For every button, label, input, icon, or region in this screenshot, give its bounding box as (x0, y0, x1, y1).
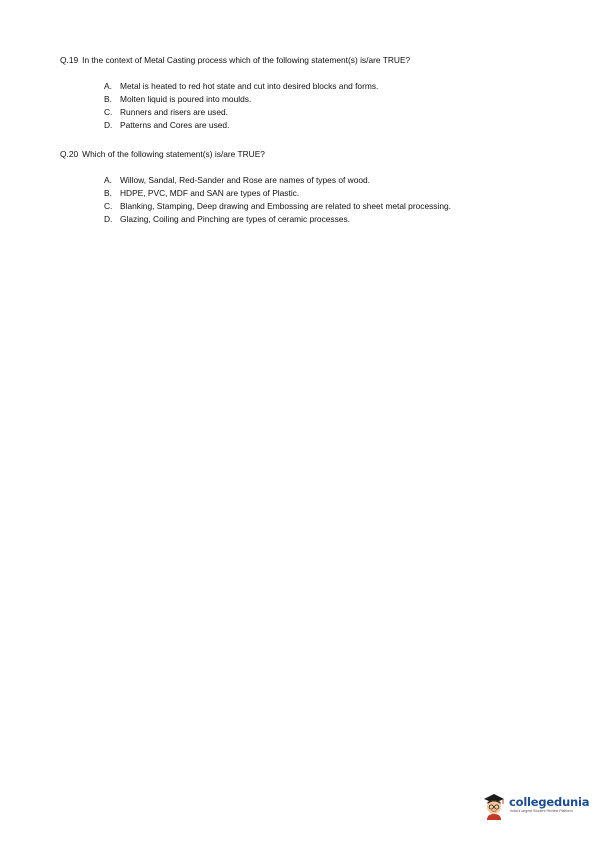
option-letter: B. (104, 187, 112, 198)
option-letter: A. (104, 175, 112, 185)
collegedunia-logo (481, 788, 591, 822)
option-c (104, 106, 378, 119)
option-text: Metal is heated to red hot state and cut into desired blocks and forms. (120, 81, 379, 91)
option-text: Glazing, Coiling and Pinching are types of ceramic processes. (120, 213, 350, 224)
question-19 (60, 55, 560, 130)
student-mascot-icon (481, 790, 507, 820)
question-20-options (104, 174, 451, 226)
logo-name: collegedunia (509, 795, 590, 809)
logo-text (509, 796, 589, 814)
option-a (104, 80, 378, 93)
question-20-text: Which of the following statement(s) is/are TRUE? (82, 149, 265, 159)
question-20 (60, 149, 560, 224)
option-d (104, 119, 378, 132)
option-letter: A. (104, 81, 112, 91)
option-text: Willow, Sandal, Red-Sander and Rose are names of types of wood. (120, 175, 370, 185)
question-20-title (60, 149, 560, 160)
question-19-title (60, 55, 560, 66)
option-text: Blanking, Stamping, Deep drawing and Embossing are related to sheet metal processing. (120, 200, 452, 211)
option-text: HDPE, PVC, MDF and SAN are types of Plastic. (120, 187, 300, 198)
option-text: Molten liquid is poured into moulds. (120, 93, 252, 104)
option-letter: D. (104, 213, 113, 224)
option-text: Patterns and Cores are used. (120, 119, 230, 130)
option-letter: C. (104, 106, 113, 117)
question-19-text: In the context of Metal Casting process which of the following statement(s) is/are TRUE? (82, 55, 411, 65)
option-a (104, 174, 451, 187)
option-letter: D. (104, 119, 113, 130)
question-20-number: Q.20 (60, 149, 79, 159)
question-19-number: Q.19 (60, 55, 79, 65)
option-letter: C. (104, 200, 113, 211)
question-19-options (104, 80, 378, 132)
option-b (104, 93, 378, 106)
option-b (104, 187, 451, 200)
option-text: Runners and risers are used. (120, 106, 228, 117)
option-d (104, 213, 451, 226)
logo-tagline: India's largest Student Review Platform (510, 809, 573, 813)
option-c (104, 200, 451, 213)
option-letter: B. (104, 93, 112, 104)
